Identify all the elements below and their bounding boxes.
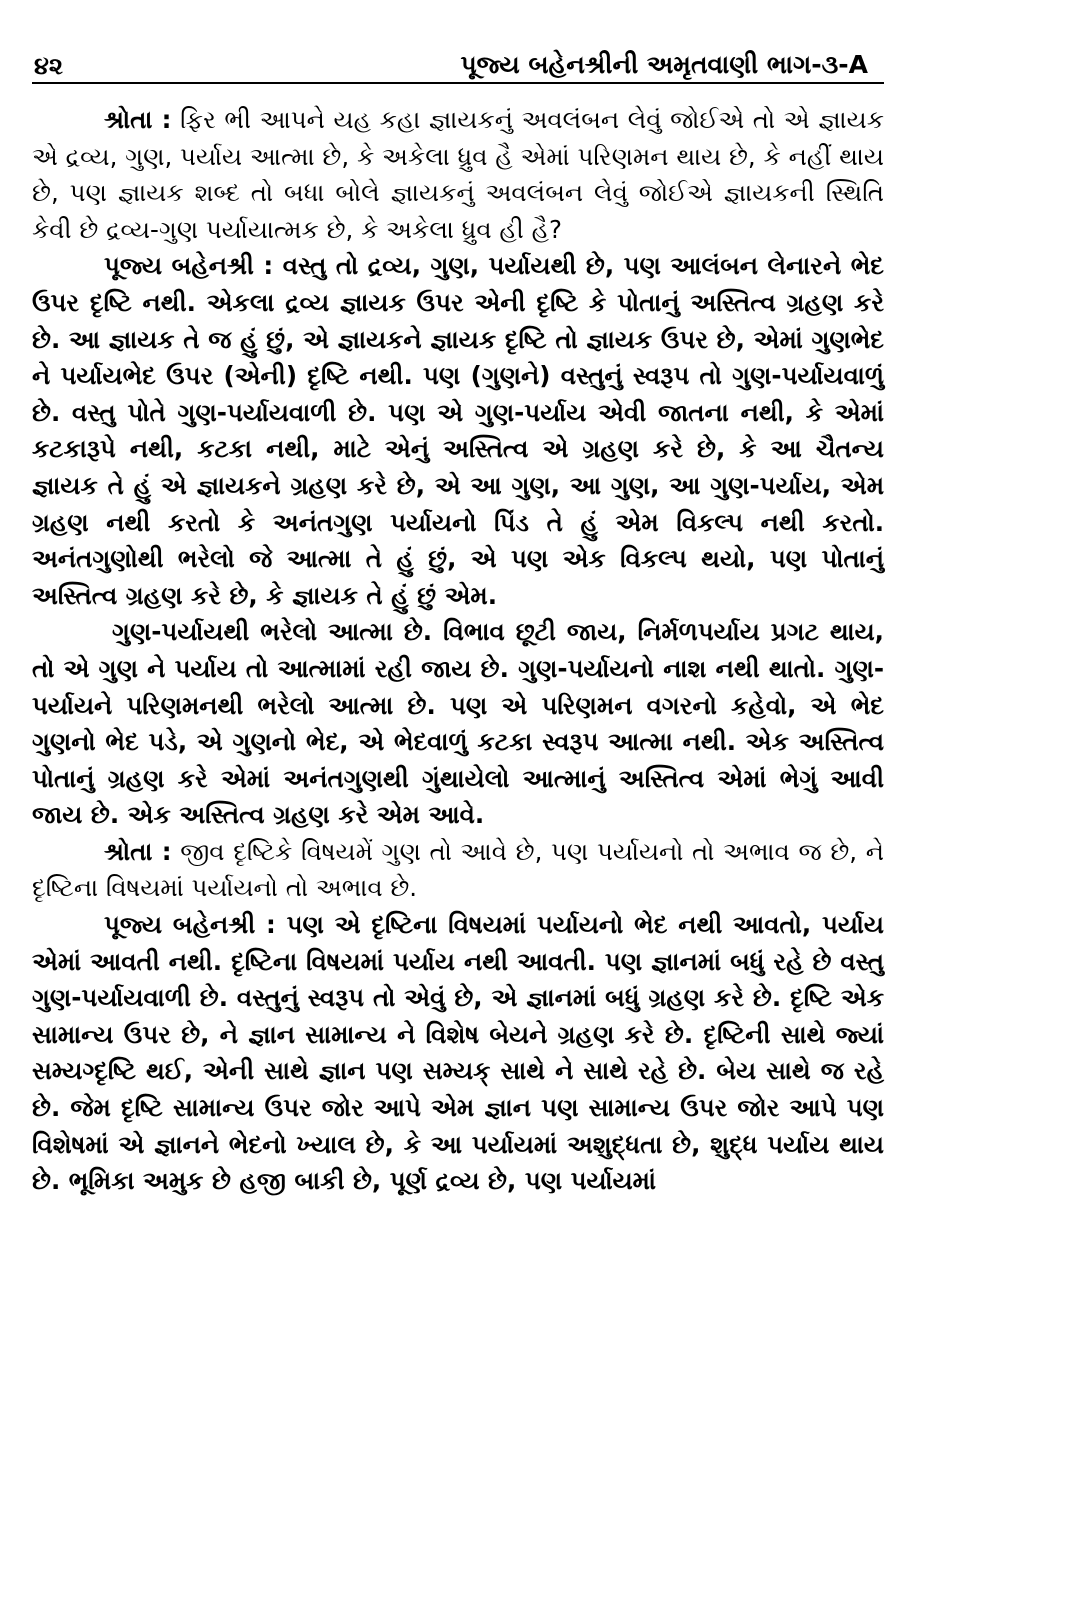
- paragraph-text: ફિર ભી આપને યહ કહા જ્ઞાયકનું અવલંબન લેવું જોઈએ તો એ જ્ઞાયક એ દ્રવ્ય, ગુણ, પર્યાય આત્મા છે, કે અકેલા ધ્રુવ હૈ એમાં પરિણમન થાય છે, કે નહીં થાય છે, પણ જ્ઞાયક શબ્દ તો બધા બોલે જ્ઞાયકનું અવલંબન લેવું જોઈએ જ્ઞાયકની સ્થિતિ કેવી છે દ્રવ્ય-ગુણ પર્યાયાત્મક છે, કે અકેલા ધ્રુવ હી હૈ?: [32, 105, 884, 244]
- paragraph-text: વસ્તુ તો દ્રવ્ય, ગુણ, પર્યાયથી છે, પણ આલંબન લેનારને ભેદ ઉપર દૃષ્ટિ નથી. એકલા દ્રવ્ય જ્ઞાયક ઉપર એની દૃષ્ટિ કે પોતાનું અસ્તિત્વ ગ્રહણ કરે છે. આ જ્ઞાયક તે જ હું છું, એ જ્ઞાયકને જ્ઞાયક દૃષ્ટિ તો જ્ઞાયક ઉપર છે, એમાં ગુણભેદ ને પર્યાયભેદ ઉપર (એની) દૃષ્ટિ નથી. પણ (ગુણને) વસ્તુનું સ્વરૂપ તો ગુણ-પર્યાયવાળું છે. વસ્તુ પોતે ગુણ-પર્યાયવાળી છે. પણ એ ગુણ-પર્યાય એવી જાતના નથી, કે એમાં કટકારૂપે નથી, કટકા નથી, માટે એનું અસ્તિત્વ એ ગ્રહણ કરે છે, કે આ ચૈતન્ય જ્ઞાયક તે હું એ જ્ઞાયકને ગ્રહણ કરે છે, એ આ ગુણ, આ ગુણ, આ ગુણ-પર્યાય, એમ ગ્રહણ નથી કરતો કે અનંતગુણ પર્યાયનો પિંડ તે હું એમ વિકલ્પ નથી કરતો. અનંતગુણોથી ભરેલો જે આત્મા તે હું છું, એ પણ એક વિકલ્પ થયો, પણ પોતાનું અસ્તિત્વ ગ્રહણ કરે છે, કે જ્ઞાયક તે હું છું એમ.: [32, 251, 884, 610]
- document-page: [32, 44, 884, 1200]
- page-header: [32, 44, 884, 84]
- paragraph-text: પણ એ દૃષ્ટિના વિષયમાં પર્યાયનો ભેદ નથી આવતો, પર્યાય એમાં આવતી નથી. દૃષ્ટિના વિષયમાં પર્યાય નથી આવતી. પણ જ્ઞાનમાં બધું રહે છે વસ્તુ ગુણ-પર્યાયવાળી છે. વસ્તુનું સ્વરૂપ તો એવું છે, એ જ્ઞાનમાં બધું ગ્રહણ કરે છે. દૃષ્ટિ એક સામાન્ય ઉપર છે, ને જ્ઞાન સામાન્ય ને વિશેષ બેયને ગ્રહણ કરે છે. દૃષ્ટિની સાથે જ્યાં સમ્યગ્દૃષ્ટિ થઈ, એની સાથે જ્ઞાન પણ સમ્યક્ સાથે ને સાથે રહે છે. બેય સાથે જ રહે છે. જેમ દૃષ્ટિ સામાન્ય ઉપર જોર આપે એમ જ્ઞાન પણ સામાન્ય ઉપર જોર આપે પણ વિશેષમાં એ જ્ઞાનને ભેદનો ખ્યાલ છે, કે આ પર્યાયમાં અશુદ્ધતા છે, શુદ્ધ પર્યાય થાય છે. ભૂમિકા અમુક છે હજી બાકી છે, પૂર્ણ દ્રવ્ય છે, પણ પર્યાયમાં: [32, 910, 884, 1196]
- paragraph-answer-1: [32, 248, 884, 614]
- paragraph-answer-2: [32, 907, 884, 1200]
- speaker-label: શ્રોતા :: [104, 836, 172, 866]
- running-title: પૂજ્ય બહેનશ્રીની અમૃતવાણી ભાગ-૩-A: [460, 50, 868, 79]
- speaker-label: પૂજ્ય બહેનશ્રી :: [104, 251, 274, 281]
- speaker-label: પૂજ્ય બહેનશ્રી :: [104, 910, 276, 940]
- paragraph-text: ગુણ-પર્યાયથી ભરેલો આત્મા છે. વિભાવ છૂટી જાય, નિર્મળપર્યાય પ્રગટ થાય, તો એ ગુણ ને પર્યાય તો આત્મામાં રહી જાય છે. ગુણ-પર્યાયનો નાશ નથી થાતો. ગુણ-પર્યાયને પરિણમનથી ભરેલો આત્મા છે. પણ એ પરિણમન વગરનો કહેવો, એ ભેદ ગુણનો ભેદ પડે, એ ગુણનો ભેદ, એ ભેદવાળું કટકા સ્વરૂપ આત્મા નથી. એક અસ્તિત્વ પોતાનું ગ્રહણ કરે એમાં અનંતગુણથી ગુંથાયેલો આત્માનું અસ્તિત્વ એમાં ભેગું આવી જાય છે. એક અસ્તિત્વ ગ્રહણ કરે એમ આવે.: [32, 617, 884, 830]
- paragraph-listener-question-2: [32, 834, 884, 907]
- paragraph-listener-question-1: [32, 102, 884, 248]
- page-number: ૪૨: [34, 52, 63, 80]
- paragraph-text: જીવ દૃષ્ટિકે વિષયમેં ગુણ તો આવે છે, પણ પર્યાયનો તો અભાવ જ છે, ને દૃષ્ટિના વિષયમાં પર્યાયનો તો અભાવ છે.: [32, 836, 884, 903]
- page-body: [32, 102, 884, 1200]
- paragraph-answer-continued: [32, 614, 884, 834]
- speaker-label: શ્રોતા :: [104, 105, 172, 134]
